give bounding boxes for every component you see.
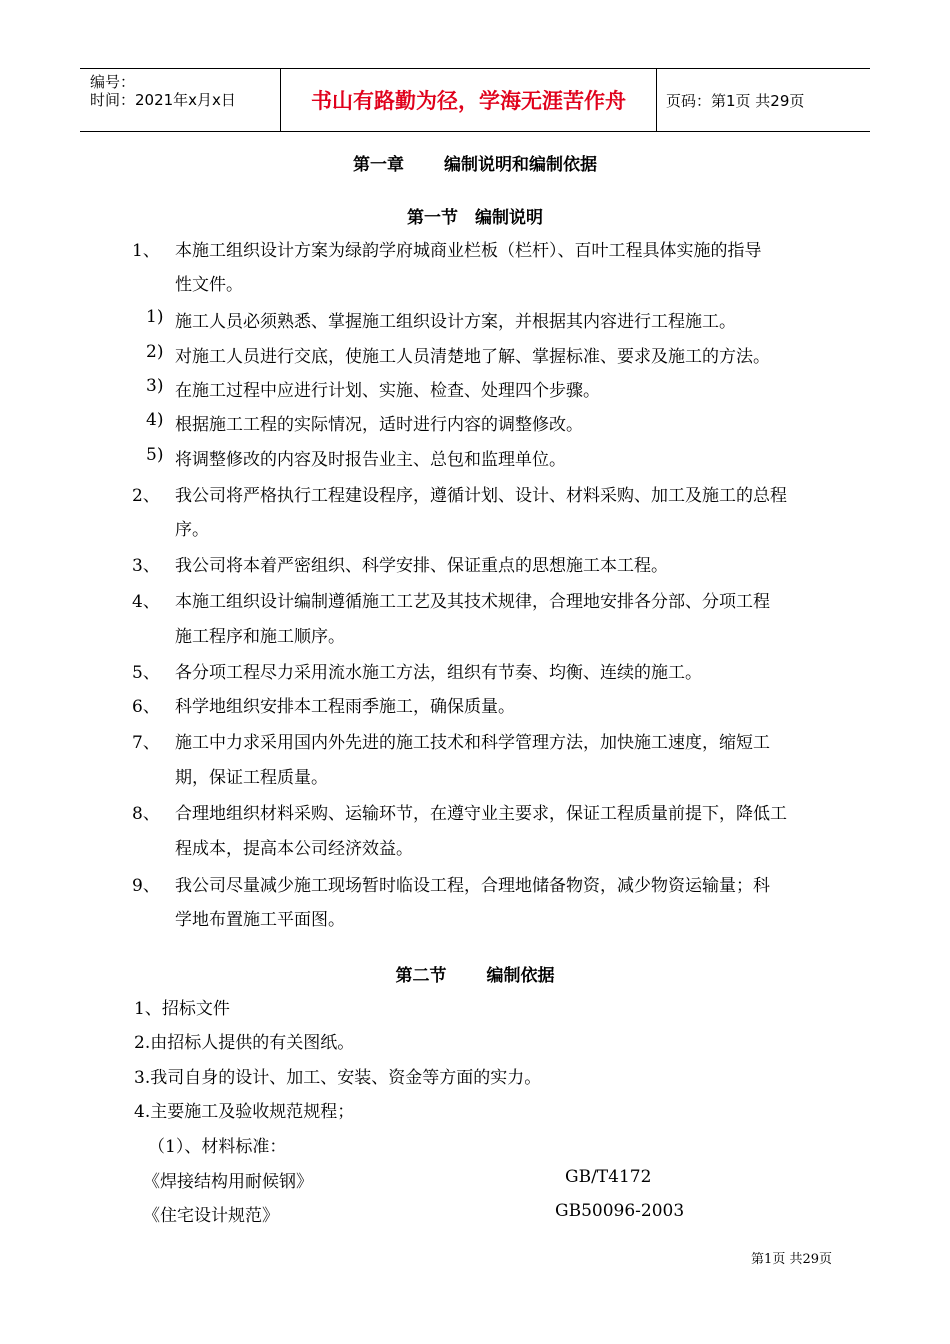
standard-name: 《住宅设计规范》	[143, 1206, 279, 1226]
item-number: 3)	[146, 376, 164, 396]
number-label: 编号：	[90, 73, 136, 91]
item-line: 我公司将严格执行工程建设程序，遵循计划、设计、材料采购、加工及施工的总程	[175, 486, 787, 506]
standard-name: 《焊接结构用耐候钢》	[143, 1172, 313, 1192]
item-line: 各分项工程尽力采用流水施工方法，组织有节奏、均衡、连续的施工。	[175, 663, 702, 683]
document-header	[80, 68, 870, 132]
item-line: 期，保证工程质量。	[175, 768, 328, 788]
basis-item: 3.我司自身的设计、加工、安装、资金等方面的实力。	[134, 1068, 542, 1088]
page-footer: 第1页 共29页	[751, 1252, 832, 1267]
item-line: 合理地组织材料采购、运输环节，在遵守业主要求，保证工程质量前提下，降低工	[175, 804, 787, 824]
item-line: 对施工人员进行交底，使施工人员清楚地了解、掌握标准、要求及施工的方法。	[175, 347, 770, 367]
item-number: 2)	[146, 342, 164, 362]
item-line: 施工程序和施工顺序。	[175, 627, 345, 647]
standard-code: GB/T4172	[565, 1167, 652, 1187]
item-line: 本施工组织设计编制遵循施工工艺及其技术规律，合理地安排各分部、分项工程	[175, 592, 770, 612]
item-number: 1)	[146, 307, 164, 327]
basis-item: 1、招标文件	[134, 999, 230, 1019]
item-line: 我公司尽量减少施工现场暂时临设工程，合理地储备物资，减少物资运输量；科	[175, 876, 770, 896]
page-label: 页码：第1页 共29页	[666, 91, 805, 110]
item-line: 我公司将本着严密组织、科学安排、保证重点的思想施工本工程。	[175, 556, 668, 576]
item-number: 7、	[132, 733, 160, 753]
time-label: 时间：2021年x月x日	[90, 91, 236, 109]
item-number: 4)	[146, 410, 164, 430]
item-number: 5、	[132, 663, 160, 683]
header-page-cell	[656, 69, 870, 131]
item-number: 3、	[132, 556, 160, 576]
item-number: 5)	[146, 445, 164, 465]
item-line: 程成本，提高本公司经济效益。	[175, 839, 413, 859]
section2-number: 第二节	[395, 966, 447, 986]
item-line: 根据施工工程的实际情况，适时进行内容的调整修改。	[175, 415, 583, 435]
basis-subheading: （1）、材料标准：	[148, 1137, 287, 1157]
item-number: 6、	[132, 697, 160, 717]
basis-item: 2.由招标人提供的有关图纸。	[134, 1033, 355, 1053]
item-number: 1、	[132, 241, 160, 261]
chapter-name: 编制说明和编制依据	[444, 155, 597, 175]
item-line: 序。	[175, 520, 209, 540]
section1-title	[0, 203, 950, 228]
section2-title	[0, 961, 950, 986]
item-number: 9、	[132, 876, 160, 896]
header-left-cell	[80, 69, 280, 131]
chapter-title	[0, 150, 950, 175]
basis-item: 4.主要施工及验收规范规程；	[134, 1102, 355, 1122]
item-number: 8、	[132, 804, 160, 824]
section2-name: 编制依据	[486, 966, 555, 986]
item-line: 性文件。	[175, 275, 243, 295]
item-line: 在施工过程中应进行计划、实施、检查、处理四个步骤。	[175, 381, 600, 401]
item-line: 科学地组织安排本工程雨季施工，确保质量。	[175, 697, 515, 717]
motto: 书山有路勤为径，学海无涯苦作舟	[311, 89, 626, 113]
chapter-number: 第一章	[353, 155, 404, 175]
section1-name: 编制说明	[475, 208, 543, 228]
standard-code: GB50096-2003	[555, 1201, 685, 1221]
item-line: 施工人员必须熟悉、掌握施工组织设计方案，并根据其内容进行工程施工。	[175, 312, 736, 332]
item-number: 2、	[132, 486, 160, 506]
item-line: 施工中力求采用国内外先进的施工技术和科学管理方法，加快施工速度，缩短工	[175, 733, 770, 753]
item-line: 将调整修改的内容及时报告业主、总包和监理单位。	[175, 450, 566, 470]
item-line: 学地布置施工平面图。	[175, 910, 345, 930]
item-line: 本施工组织设计方案为绿韵学府城商业栏板（栏杆）、百叶工程具体实施的指导	[175, 241, 762, 261]
section1-number: 第一节	[407, 208, 458, 228]
item-number: 4、	[132, 592, 160, 612]
header-motto-cell	[280, 69, 657, 131]
